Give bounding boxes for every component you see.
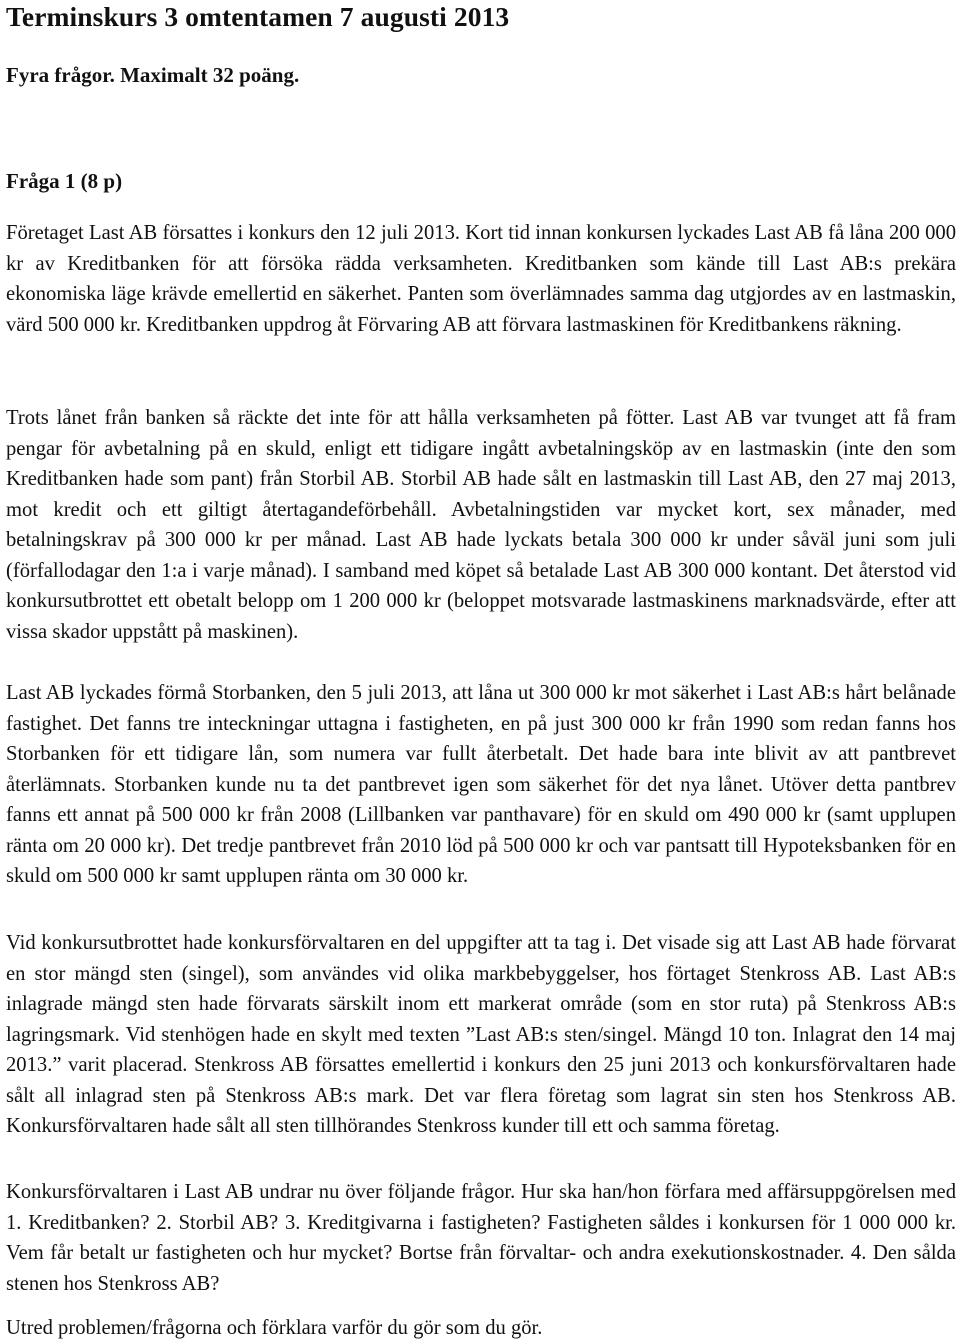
question-heading: Fråga 1 (8 p) [6,169,123,193]
question-paragraph-5: Konkursförvaltaren i Last AB undrar nu över följande frågor. Hur ska han/hon förfara med affärsuppgörelsen med 1. Kreditbanken? 2. Storbil AB? 3. Kreditgivarna i fastigheten? Fastigheten såldes i konkursen för 1 000 000 kr. Vem får betalt ur fastigheten och hur mycket? Bortse från förvaltar- och andra exekutionskostnader. 4. Den sålda stenen hos Stenkross AB? [6,1181,956,1295]
question-paragraph-2: Trots lånet från banken så räckte det inte för att hålla verksamheten på fötter. Last AB var tvunget att få fram pengar för avbetalning på en skuld, enligt ett tidigare ingått avbetalningsköp av en lastmaskin (inte den som Kreditbanken hade som pant) från Storbil AB. Storbil AB hade sålt en lastmaskin till Last AB, den 27 maj 2013, mot kredit och ett giltigt återtagandeförbehåll. Avbetalningstiden var mycket kort, sex månader, med betalningskrav på 300 000 kr per månad. Last AB hade lyckats betala 300 000 kr under såväl juni som juli (förfallodagar den 1:a i varje månad). I samband med köpet så betalade Last AB 300 000 kontant. Det återstod vid konkursutbrottet ett obetalt belopp om 1 200 000 kr (beloppet motsvarade lastmaskinens marknadsvärde, efter att vissa skador uppstått på maskinen). [6,407,956,643]
page-title: Terminskurs 3 omtentamen 7 augusti 2013 [6,1,510,32]
question-paragraph-3: Last AB lyckades förmå Storbanken, den 5 juli 2013, att låna ut 300 000 kr mot säkerhet i Last AB:s hårt belånade fastighet. Det fanns tre inteckningar uttagna i fastigheten, en på just 300 000 kr från 1990 som redan fanns hos Storbanken för ett tidigare lån, som numera var fullt återbetalt. Det hade bara inte blivit av att pantbrevet återlämnats. Storbanken kunde nu ta det pantbrevet igen som säkerhet för det nya lånet. Utöver detta pantbrev fanns ett annat på 500 000 kr från 2008 (Lillbanken var panthavare) för en skuld om 490 000 kr (samt upplupen ränta om 20 000 kr). Det tredje pantbrevet från 2010 löd på 500 000 kr och var pantsatt till Hypoteksbanken för en skuld om 500 000 kr samt upplupen ränta om 30 000 kr. [6,682,956,887]
exam-subtitle: Fyra frågor. Maximalt 32 poäng. [6,63,300,87]
question-paragraph-1: Företaget Last AB försattes i konkurs den 12 juli 2013. Kort tid innan konkursen lyckades Last AB få låna 200 000 kr av Kreditbanken för att försöka rädda verksamheten. Kreditbanken som kände till Last AB:s prekära ekonomiska läge krävde emellertid en säkerhet. Panten som överlämnades samma dag utgjordes av en lastmaskin, värd 500 000 kr. Kreditbanken uppdrog åt Förvaring AB att förvara lastmaskinen för Kreditbankens räkning. [6,222,956,336]
question-paragraph-4: Vid konkursutbrottet hade konkursförvaltaren en del uppgifter att ta tag i. Det visade sig att Last AB hade förvarat en stor mängd sten (singel), som användes vid olika markbebyggelser, hos förtaget Stenkross AB. Last AB:s inlagrade mängd sten hade förvarats särskilt inom ett markerat område (som en stor ruta) på Stenkross AB:s lagringsmark. Vid stenhögen hade en skylt med texten ”Last AB:s sten/singel. Mängd 10 ton. Inlagrat den 14 maj 2013.” varit placerad. Stenkross AB försattes emellertid i konkurs den 25 juni 2013 och konkursförvaltaren hade sålt all inlagrad sten på Stenkross AB:s mark. Det var flera företag som lagrat sin sten hos Stenkross AB. Konkursförvaltaren hade sålt all sten tillhörandes Stenkross kunder till ett och samma företag. [6,932,956,1137]
question-instruction: Utred problemen/frågorna och förklara varför du gör som du gör. [6,1317,543,1339]
